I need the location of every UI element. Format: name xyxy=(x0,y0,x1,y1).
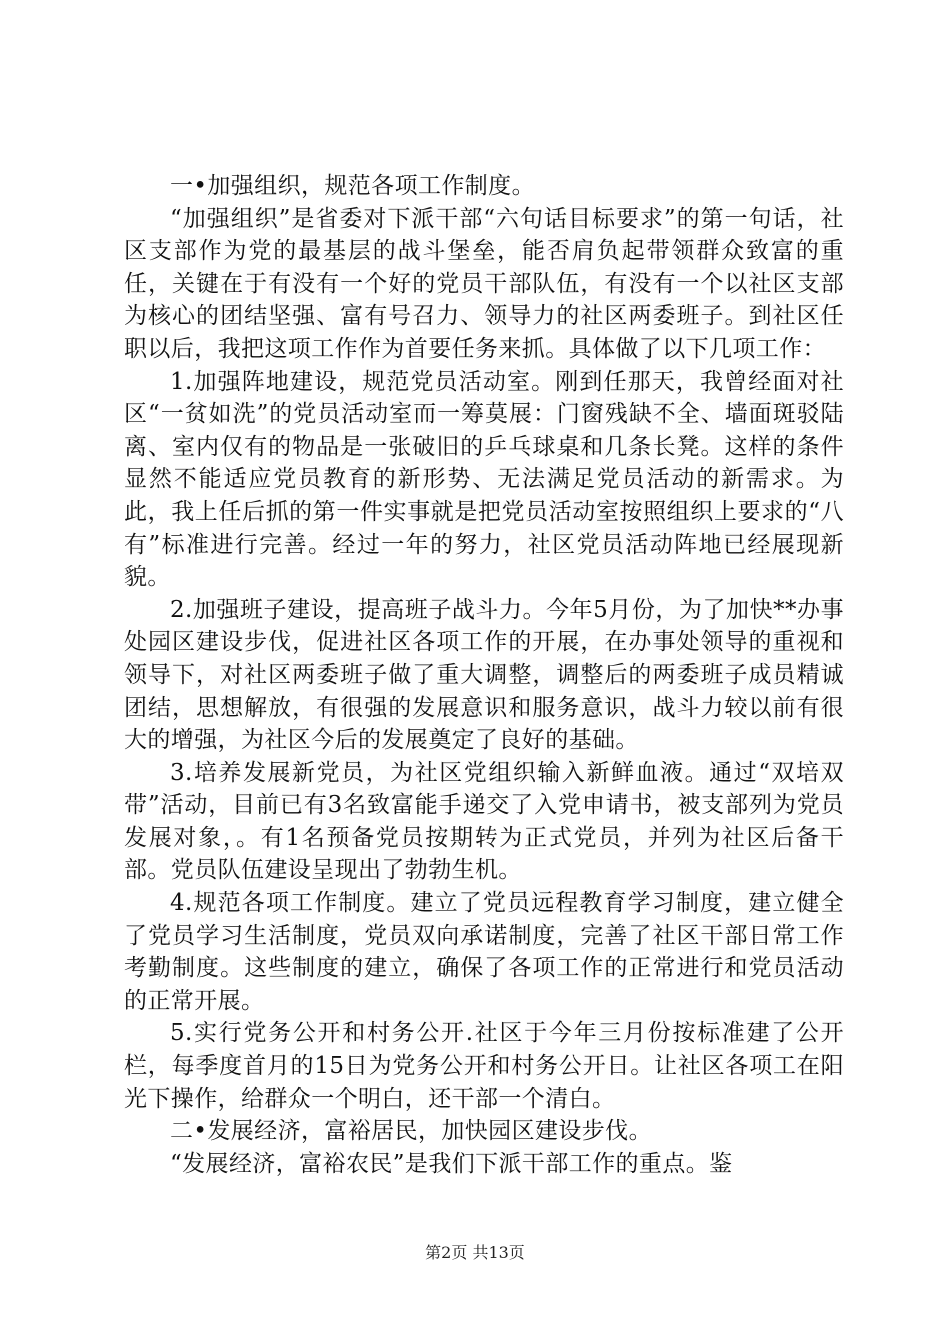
page-number-label: 第2页 共13页 xyxy=(425,1243,525,1262)
section-heading-1: 一•加强组织，规范各项工作制度。 xyxy=(170,173,535,199)
paragraph-item-4: 4.规范各项工作制度。建立了党员远程教育学习制度，建立健全了党员学习生活制度，党员双向承诺制度，完善了社区干部日常工作考勤制度。这些制度的建立，确保了各项工作的正常进行和党员活动的正常开展。 xyxy=(124,890,844,1014)
paragraph-item-5: 5.实行党务公开和村务公开.社区于今年三月份按标准建了公开栏，每季度首月的15日为党务公开和村务公开日。让社区各项工在阳光下操作，给群众一个明白，还干部一个清白。 xyxy=(124,1020,844,1112)
document-body xyxy=(124,170,844,1180)
page-footer xyxy=(0,1243,950,1263)
paragraph-item-1: 1.加强阵地建设，规范党员活动室。刚到任那天，我曾经面对社区“一贫如洗”的党员活动室而一筹莫展：门窗残缺不全、墙面斑驳陆离、室内仅有的物品是一张破旧的乒乓球桌和几条长凳。这样的条件显然不能适应党员教育的新形势、无法满足党员活动的新需求。为此，我上任后抓的第一件实事就是把党员活动室按照组织上要求的“八有”标准进行完善。经过一年的努力，社区党员活动阵地已经展现新貌。 xyxy=(124,368,844,591)
section-heading-2: 二•发展经济，富裕居民，加快园区建设步伐。 xyxy=(170,1118,652,1145)
paragraph-item-2: 2.加强班子建设，提高班子战斗力。今年5月份，为了加快**办事处园区建设步伐，促进社区各项工作的开展，在办事处领导的重视和领导下，对社区两委班子做了重大调整，调整后的两委班子成员精诚团结，思想解放，有很强的发展意识和服务意识，战斗力较以前有很大的增强，为社区今后的发展奠定了良好的基础。 xyxy=(124,596,844,754)
paragraph-item-3: 3.培养发展新党员，为社区党组织输入新鲜血液。通过“双培双带”活动，目前已有3名致富能手递交了入党申请书，被支部列为党员发展对象，。有1名预备党员按期转为正式党员，并列为社区后备干部。党员队伍建设呈现出了勃勃生机。 xyxy=(124,759,844,884)
paragraph-section-2-intro: “发展经济，富裕农民”是我们下派干部工作的重点。鉴 xyxy=(170,1150,733,1177)
paragraph-intro: “加强组织”是省委对下派干部“六句话目标要求”的第一句话，社区支部作为党的最基层的战斗堡垒，能否肩负起带领群众致富的重任，关键在于有没有一个好的党员干部队伍，有没有一个以社区支部为核心的团结坚强、富有号召力、领导力的社区两委班子。到社区任职以后，我把这项工作作为首要任务来抓。具体做了以下几项工作： xyxy=(124,205,844,362)
